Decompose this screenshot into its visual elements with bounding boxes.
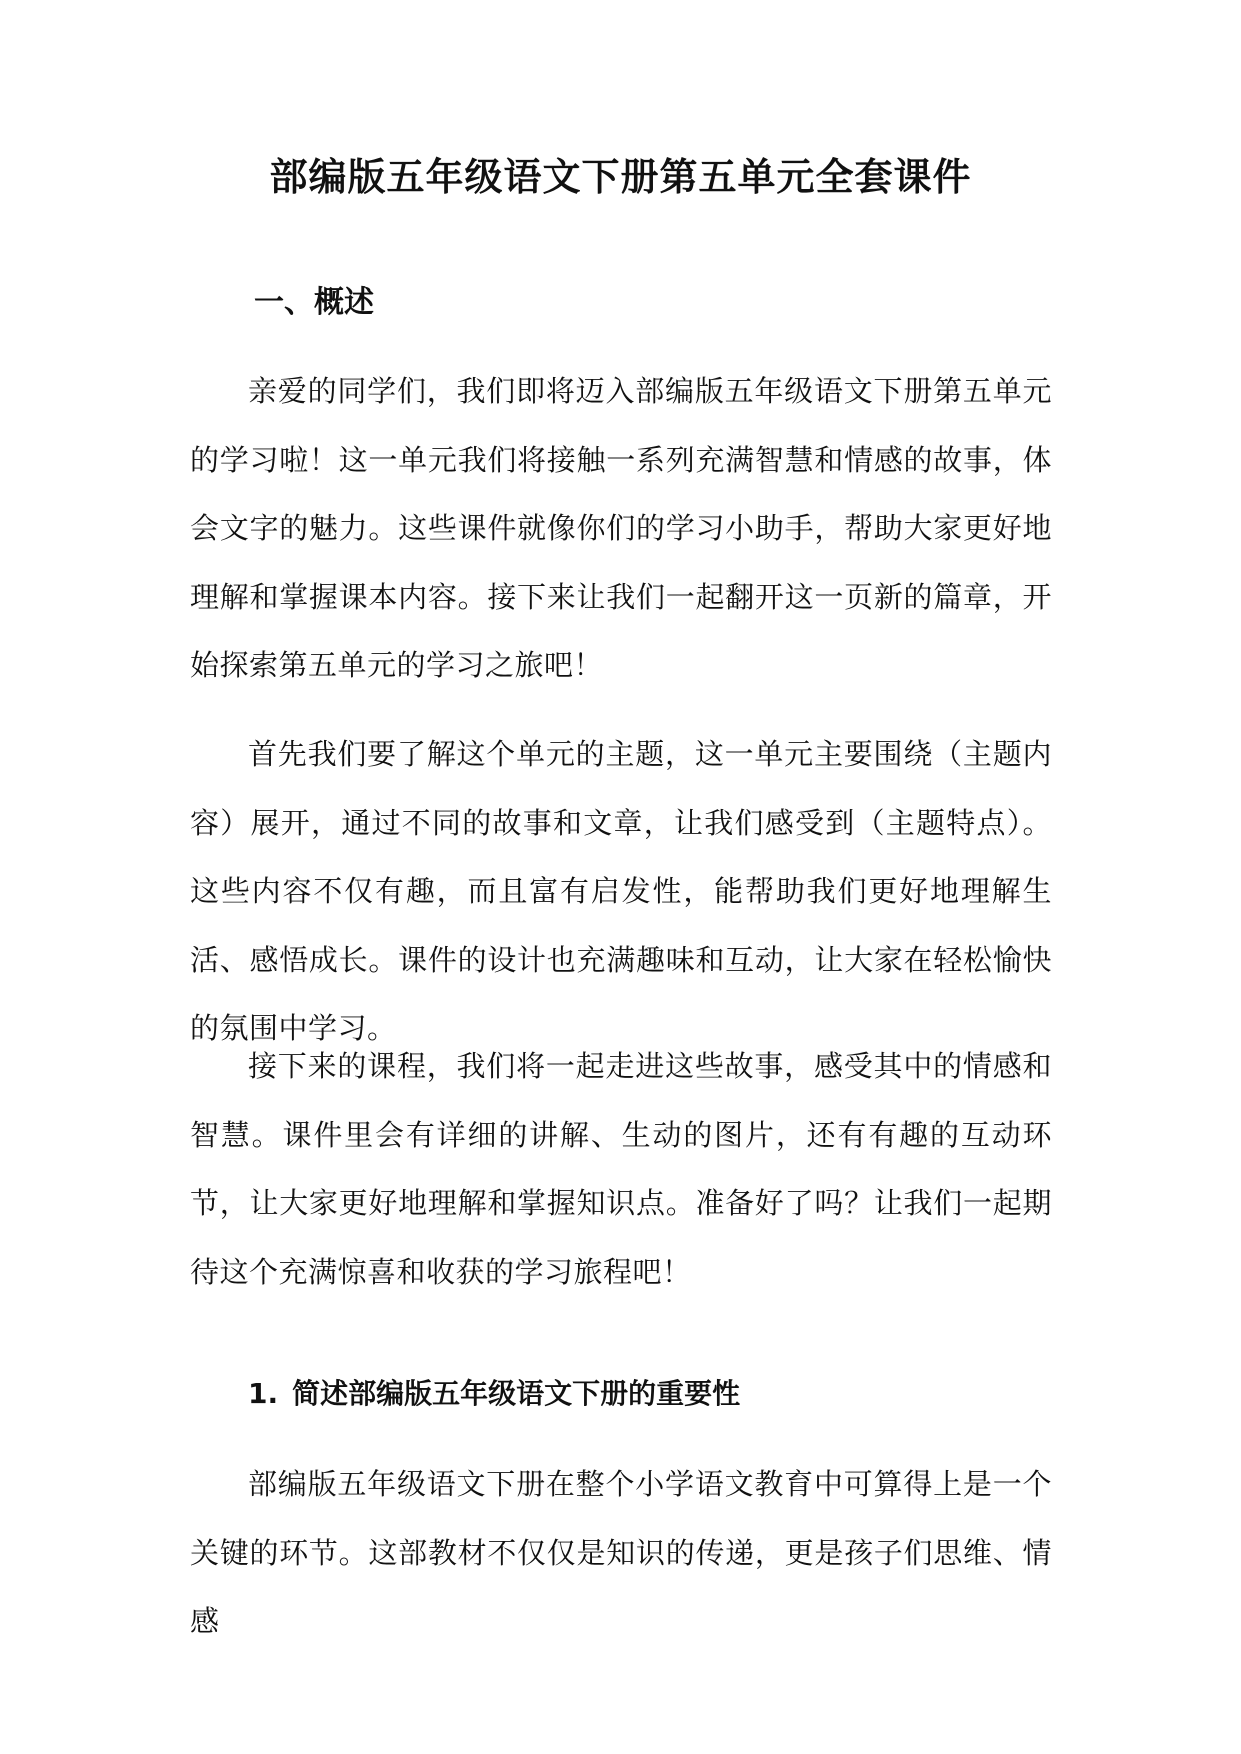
paragraph-course: 接下来的课程，我们将一起走进这些故事，感受其中的情感和智慧。课件里会有详细的讲解、生动的图片，还有有趣的互动环节，让大家更好地理解和掌握知识点。准备好了吗？让我们一起期待这个充满惊喜和收获的学习旅程吧！	[190, 1049, 1052, 1289]
document-title: 部编版五年级语文下册第五单元全套课件	[269, 155, 972, 199]
subsection-heading	[248, 1374, 740, 1414]
paragraph-importance: 部编版五年级语文下册在整个小学语文教育中可算得上是一个关键的环节。这部教材不仅仅是知识的传递，更是孩子们思维、情感	[190, 1467, 1052, 1638]
subsection-title: 简述部编版五年级语文下册的重要性	[292, 1377, 741, 1410]
paragraph-intro: 亲爱的同学们，我们即将迈入部编版五年级语文下册第五单元的学习啦！这一单元我们将接触一系列充满智慧和情感的故事，体会文字的魅力。这些课件就像你们的学习小助手，帮助大家更好地理解和掌握课本内容。接下来让我们一起翻开这一页新的篇章，开始探索第五单元的学习之旅吧！	[190, 374, 1052, 682]
subsection-number: 1.	[248, 1377, 279, 1410]
paragraph-theme: 首先我们要了解这个单元的主题，这一单元主要围绕（主题内容）展开，通过不同的故事和文章，让我们感受到（主题特点）。这些内容不仅有趣，而且富有启发性，能帮助我们更好地理解生活、感悟成长。课件的设计也充满趣味和互动，让大家在轻松愉快的氛围中学习。	[190, 737, 1052, 1045]
section-heading-overview: 一、概述	[254, 285, 374, 320]
